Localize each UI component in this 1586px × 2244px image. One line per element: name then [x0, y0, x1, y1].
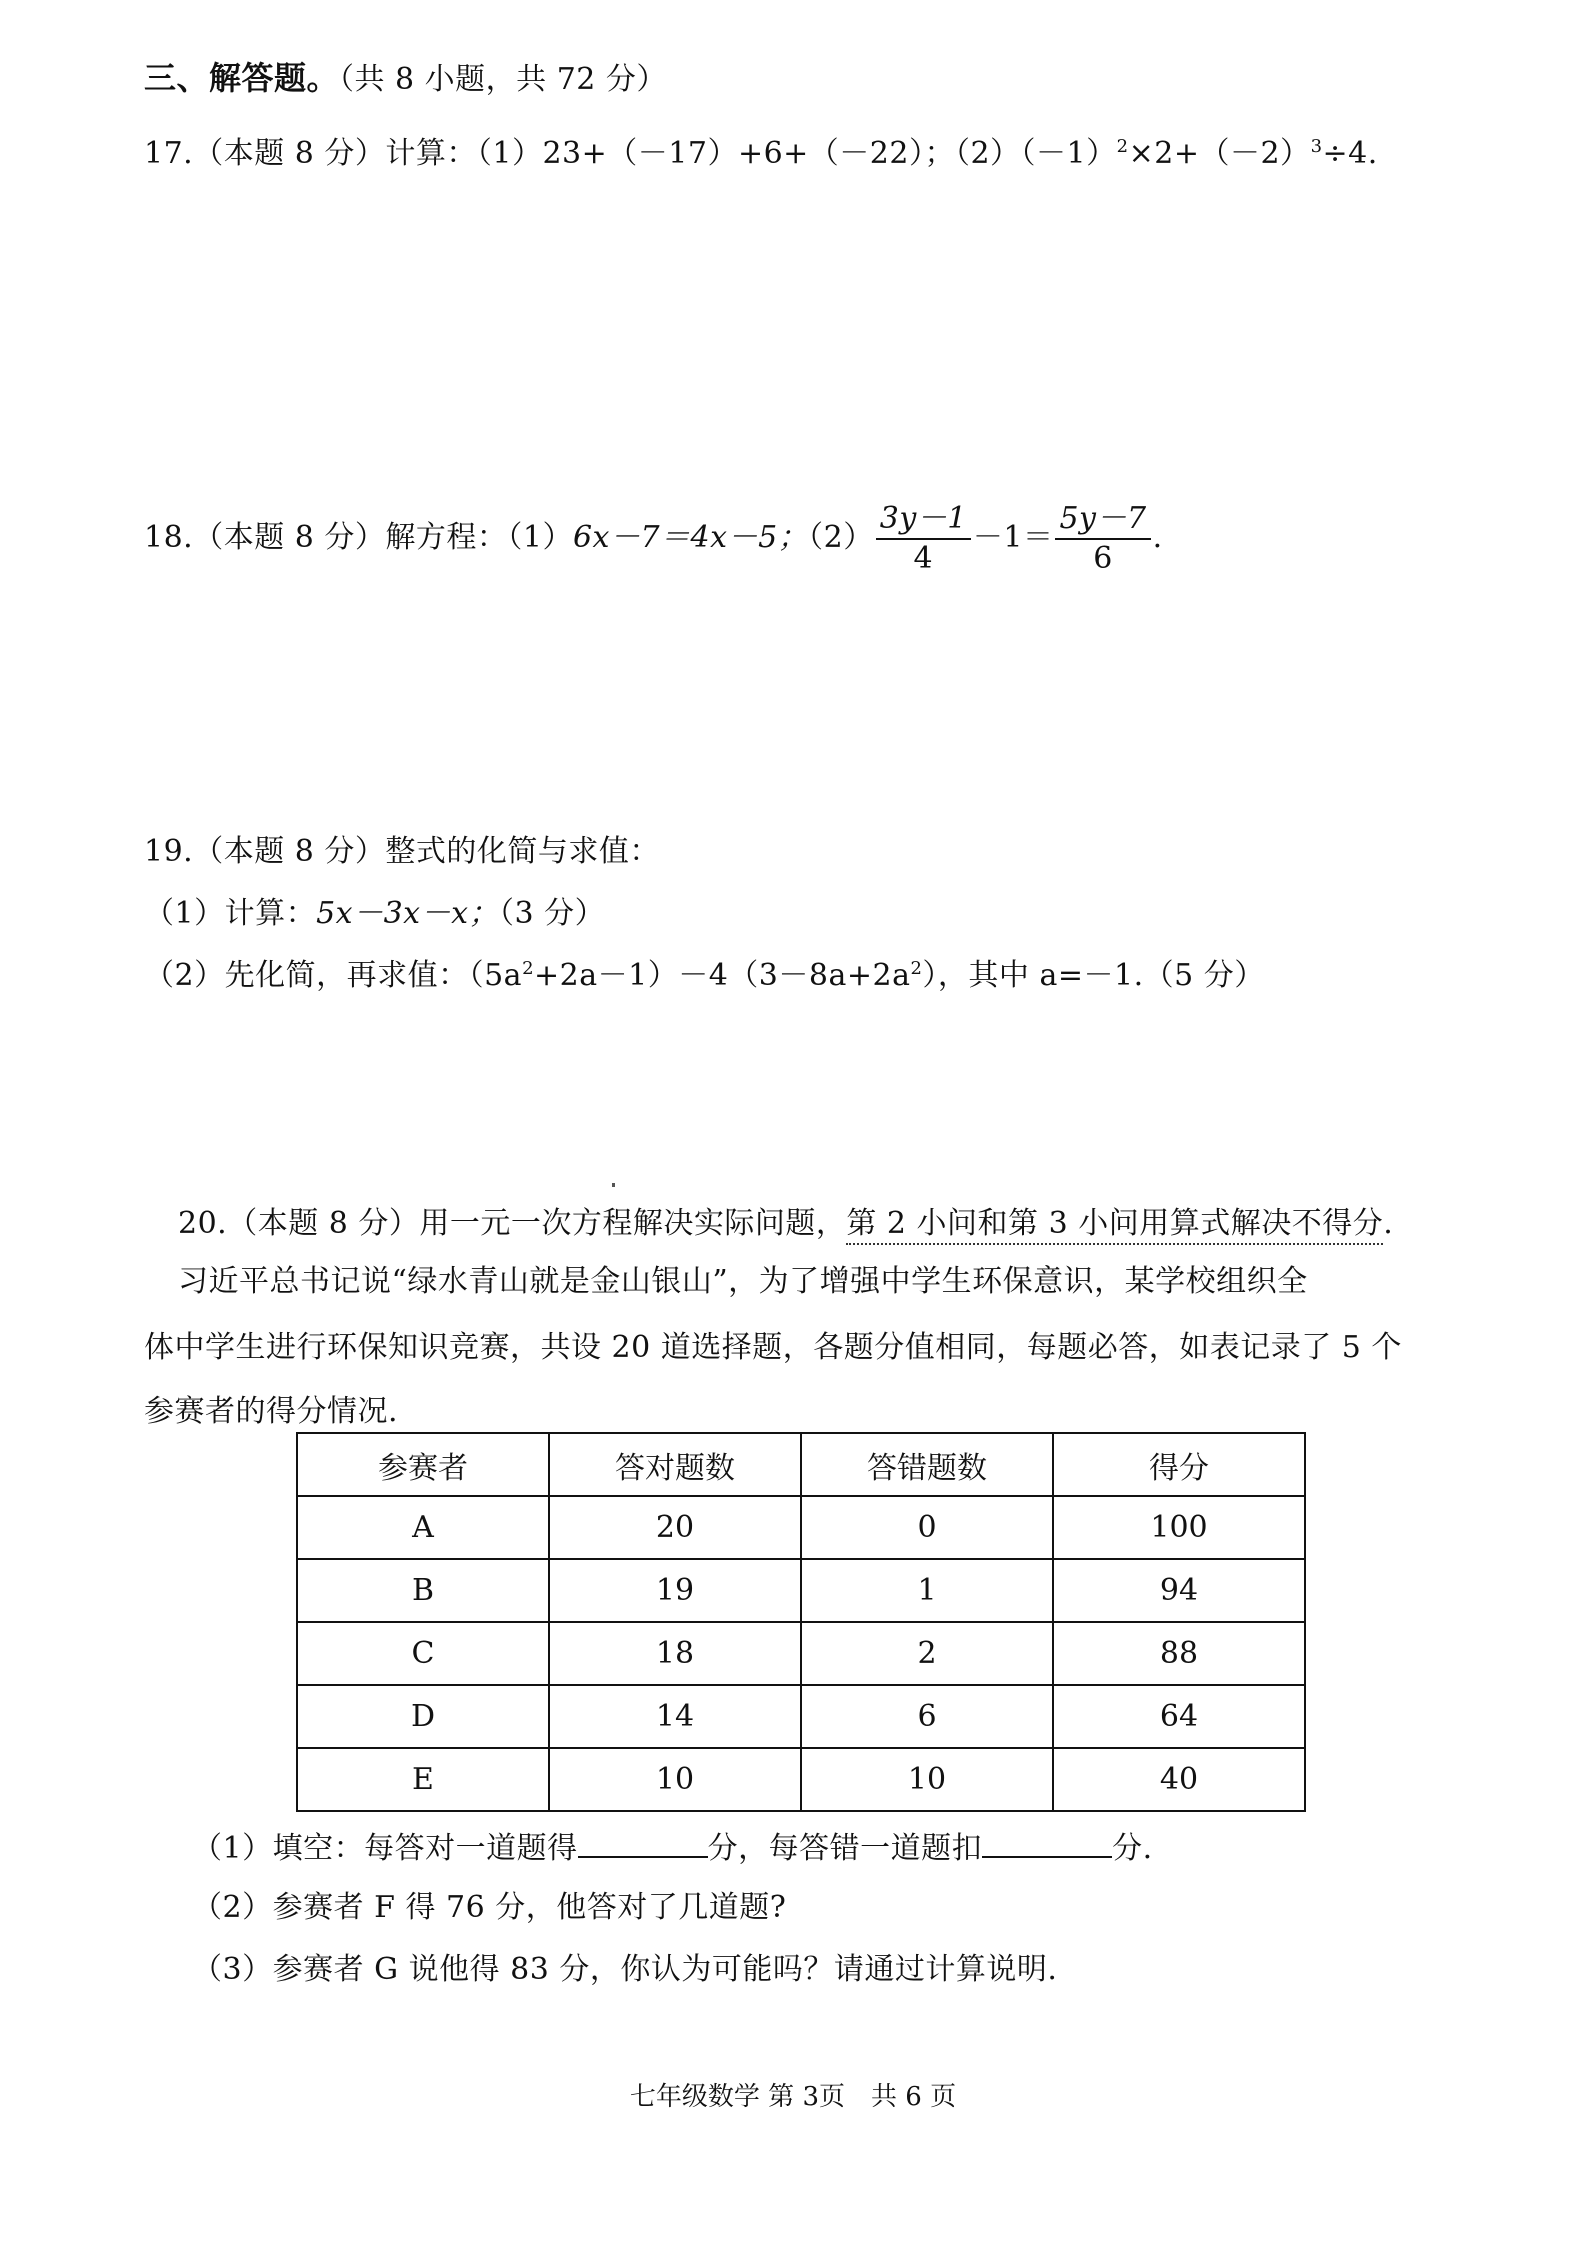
table-row [297, 1496, 1305, 1559]
question-18 [144, 490, 1163, 586]
q20-sub1-text-b: 分，每答错一道题扣 [707, 1831, 983, 1866]
q17-middle: ×2+（－2） [1128, 136, 1311, 171]
table-header-cell: 得分 [1053, 1433, 1305, 1496]
q19-part-1-label: （1）计算： [144, 896, 317, 931]
table-header-cell: 答对题数 [549, 1433, 801, 1496]
answer-blank-correct[interactable] [578, 1828, 708, 1858]
question-20-header [178, 1204, 1393, 1244]
q20-paragraph-line-1: 习近平总书记说“绿水青山就是金山银山”，为了增强中学生环保意识，某学校组织全 [178, 1264, 1308, 1299]
table-cell: 2 [801, 1622, 1053, 1685]
q17-exponent-2: 3 [1310, 136, 1323, 157]
question-19-header: 19.（本题 8 分）整式的化简与求值： [144, 834, 660, 869]
score-table [296, 1432, 1306, 1812]
table-header-cell: 答错题数 [801, 1433, 1053, 1496]
q20-subquestion-1 [192, 1828, 1153, 1869]
q19-part-2-tail: ），其中 a=－1.（5 分） [922, 958, 1265, 993]
q17-tail: ÷4. [1322, 136, 1378, 171]
question-19-part-1 [144, 894, 605, 934]
table-cell: 40 [1053, 1748, 1305, 1811]
table-cell: D [297, 1685, 549, 1748]
q18-fraction-2-numerator: 5y－7 [1055, 500, 1150, 540]
table-cell: 64 [1053, 1685, 1305, 1748]
question-19-part-2 [144, 956, 1265, 996]
q18-equation-1: 6x－7＝4x－5； [572, 520, 809, 555]
q20-header-note: 第 2 小问和第 3 小问用算式解决不得分 [846, 1206, 1383, 1245]
q20-subquestion-3: （3）参赛者 G 说他得 83 分，你认为可能吗？请通过计算说明. [192, 1952, 1058, 1987]
table-cell: 18 [549, 1622, 801, 1685]
table-cell: B [297, 1559, 549, 1622]
q18-fraction-2 [1055, 500, 1150, 578]
q18-end: . [1152, 520, 1163, 555]
q18-fraction-1-numerator: 3y－1 [876, 500, 971, 540]
q18-part-2-label: （2） [808, 520, 874, 555]
q20-sub1-text-c: 分. [1112, 1831, 1153, 1866]
q19-exponent-1: 2 [522, 958, 535, 979]
scan-speck [612, 1183, 615, 1187]
table-cell: E [297, 1748, 549, 1811]
table-cell: 88 [1053, 1622, 1305, 1685]
table-cell: 0 [801, 1496, 1053, 1559]
section-subtitle: （共 8 小题，共 72 分） [339, 62, 667, 97]
table-header-cell: 参赛者 [297, 1433, 549, 1496]
table-cell: 100 [1053, 1496, 1305, 1559]
q19-part-2-label: （2）先化简，再求值：（5a [144, 958, 523, 993]
q19-exponent-2: 2 [910, 958, 923, 979]
q20-paragraph-line-2: 体中学生进行环保知识竞赛，共设 20 道选择题，各题分值相同，每题必答，如表记录了 5 个 [144, 1330, 1402, 1365]
q18-fraction-1 [876, 500, 971, 578]
q20-sub1-text-a: （1）填空：每答对一道题得 [192, 1831, 578, 1866]
table-cell: C [297, 1622, 549, 1685]
table-cell: 19 [549, 1559, 801, 1622]
table-row [297, 1622, 1305, 1685]
q19-part-1-points: （3 分） [499, 896, 606, 931]
page-footer: 七年级数学 第 3页 共 6 页 [629, 2082, 957, 2112]
q17-exponent-1: 2 [1116, 136, 1129, 157]
table-cell: 1 [801, 1559, 1053, 1622]
table-row [297, 1559, 1305, 1622]
q18-middle: －1＝ [972, 520, 1054, 555]
table-row [297, 1748, 1305, 1811]
q20-paragraph-line-3: 参赛者的得分情况. [144, 1394, 399, 1429]
q20-subquestion-2: （2）参赛者 F 得 76 分，他答对了几道题? [192, 1890, 787, 1925]
table-cell: 94 [1053, 1559, 1305, 1622]
table-cell: A [297, 1496, 549, 1559]
question-17 [144, 134, 1378, 174]
answer-blank-wrong[interactable] [982, 1828, 1112, 1858]
q19-part-1-expression: 5x－3x－x； [316, 896, 500, 931]
table-cell: 14 [549, 1685, 801, 1748]
table-cell: 20 [549, 1496, 801, 1559]
section-heading [144, 58, 667, 100]
table-row [297, 1685, 1305, 1748]
q18-fraction-1-denominator: 4 [913, 541, 934, 576]
q20-header-end: . [1383, 1206, 1394, 1241]
q17-text: 17.（本题 8 分）计算：（1）23+（－17）+6+（－22）；（2）（－1） [144, 136, 1117, 171]
q20-header-text: 20.（本题 8 分）用一元一次方程解决实际问题， [178, 1206, 847, 1241]
q18-fraction-2-denominator: 6 [1093, 541, 1113, 576]
q18-prefix: 18.（本题 8 分）解方程：（1） [144, 520, 573, 555]
table-cell: 6 [801, 1685, 1053, 1748]
section-title: 三、解答题。 [144, 59, 340, 97]
q19-part-2-middle: +2a－1）－4（3－8a+2a [534, 958, 911, 993]
table-cell: 10 [801, 1748, 1053, 1811]
table-header-row [297, 1433, 1305, 1496]
table-cell: 10 [549, 1748, 801, 1811]
